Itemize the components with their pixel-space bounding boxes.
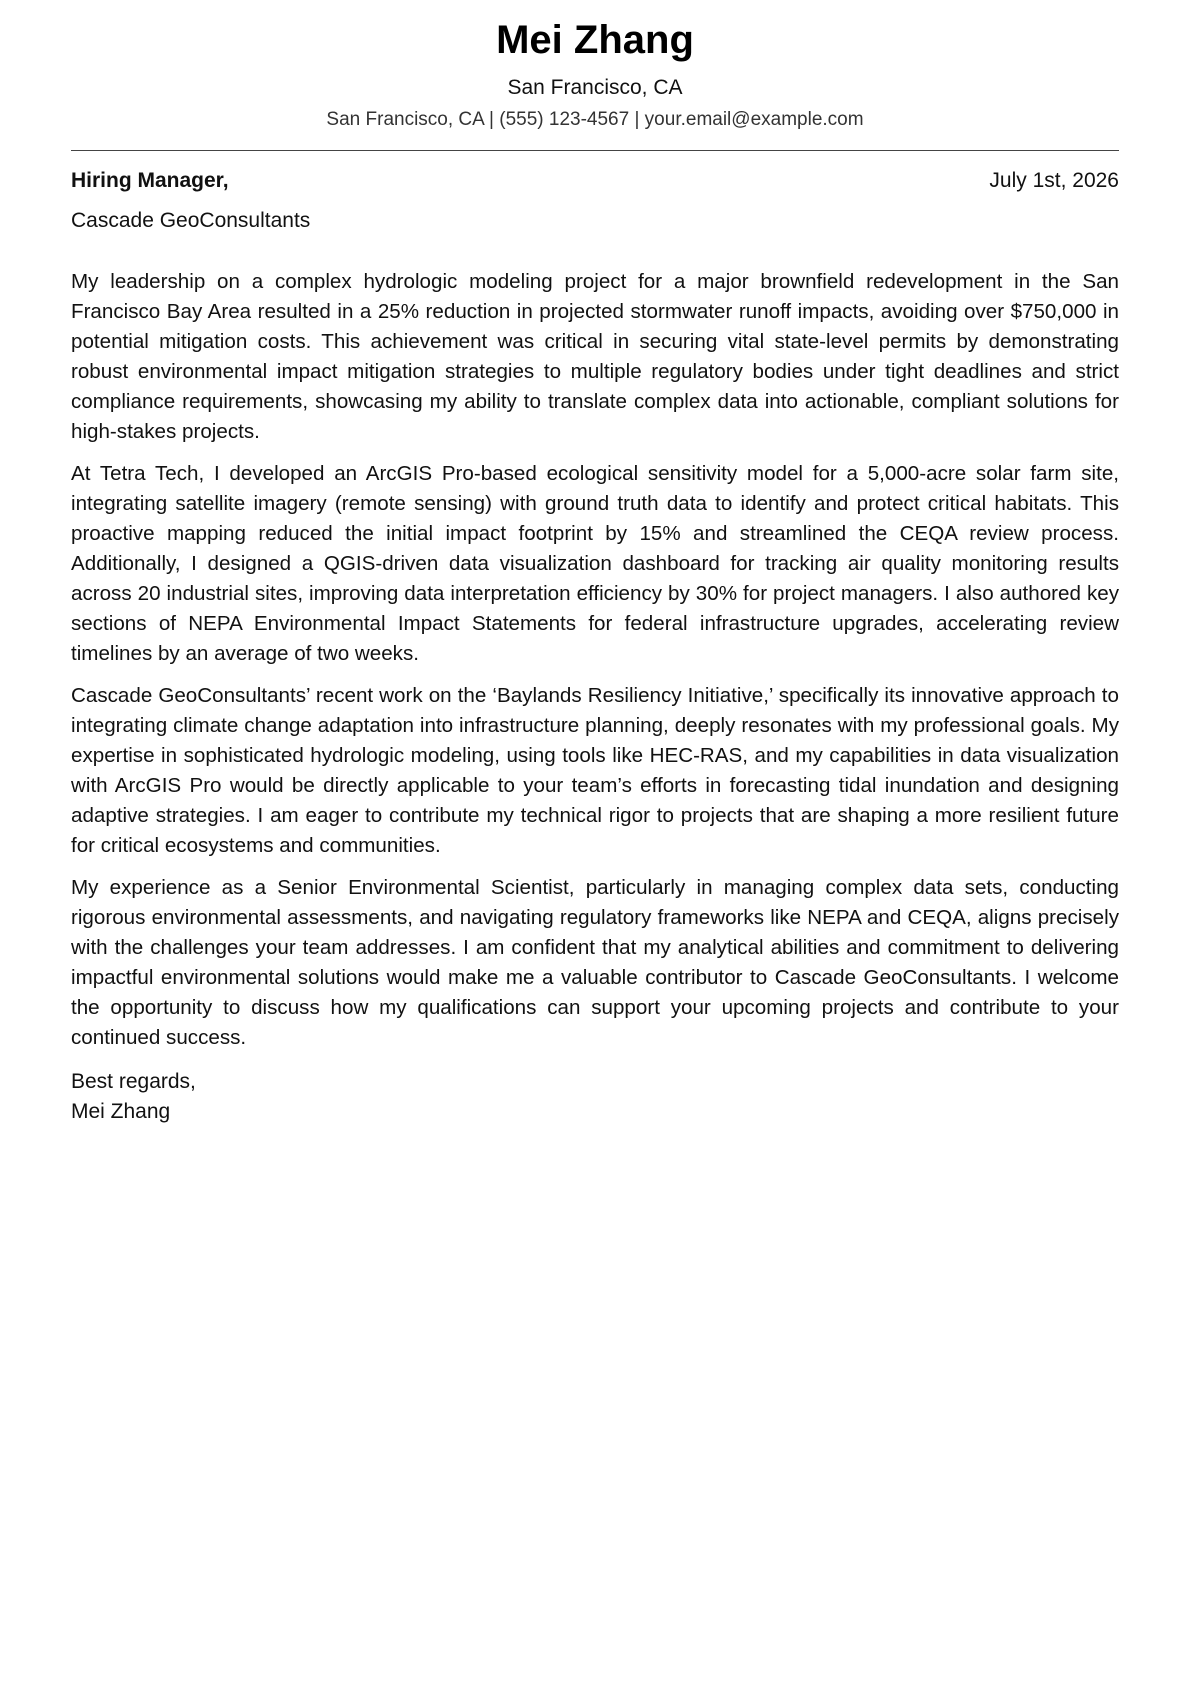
applicant-name: Mei Zhang [496,18,694,62]
body-paragraph-2: At Tetra Tech, I developed an ArcGIS Pro-based ecological sensitivity model for a 5,000-acre solar farm site, integrating satellite imagery (remote sensing) with ground truth data to identify and protect critical habitats. This proactive mapping reduced the initial impact footprint by 15% and streamlined the CEQA review process. Additionally, I designed a QGIS-driven data visualization dashboard for tracking air quality monitoring results across 20 industrial sites, improving data interpretation efficiency by 30% for project managers. I also authored key sections of NEPA Environmental Impact Statements for federal infrastructure upgrades, accelerating review timelines by an average of two weeks. [71,462,1119,665]
recipient-company: Cascade GeoConsultants [71,209,311,232]
recipient-salutation: Hiring Manager, [71,169,229,192]
header-divider [71,150,1119,151]
recipient-row [71,167,1119,195]
closing-signature: Mei Zhang [71,1100,171,1123]
closing-signoff: Best regards, [71,1070,196,1093]
body-paragraph-1: My leadership on a complex hydrologic modeling project for a major brownfield redevelopment in the San Francisco Bay Area resulted in a 25% reduction in projected stormwater runoff impacts, avoiding over $750,000 in potential mitigation costs. This achievement was critical in securing vital state-level permits by demonstrating robust environmental impact mitigation strategies to multiple regulatory bodies under tight deadlines and strict compliance requirements, showcasing my ability to translate complex data into actionable, compliant solutions for high-stakes projects. [71,270,1119,443]
letter-closing [71,1067,1119,1127]
applicant-location: San Francisco, CA [507,76,683,99]
body-paragraph-3: Cascade GeoConsultants’ recent work on the ‘Baylands Resiliency Initiative,’ specifically its innovative approach to integrating climate change adaptation into infrastructure planning, deeply resonates with my professional goals. My expertise in sophisticated hydrologic modeling, using tools like HEC-RAS, and my capabilities in data visualization with ArcGIS Pro would be directly applicable to your team’s efforts in forecasting tidal inundation and designing adaptive strategies. I am eager to contribute my technical rigor to projects that are shaping a more resilient future for critical ecosystems and communities. [71,684,1119,857]
letter-header [71,0,1119,133]
letter-body [71,267,1119,1053]
applicant-contact-line: San Francisco, CA | (555) 123-4567 | your.email@example.com [326,109,864,130]
body-paragraph-4: My experience as a Senior Environmental Scientist, particularly in managing complex data sets, conducting rigorous environmental assessments, and navigating regulatory frameworks like NEPA and CEQA, aligns precisely with the challenges your team addresses. I am confident that my analytical abilities and commitment to delivering impactful environmental solutions would make me a valuable contributor to Cascade GeoConsultants. I welcome the opportunity to discuss how my qualifications can support your upcoming projects and contribute to your continued success. [71,876,1119,1049]
letter-date: July 1st, 2026 [989,169,1119,192]
